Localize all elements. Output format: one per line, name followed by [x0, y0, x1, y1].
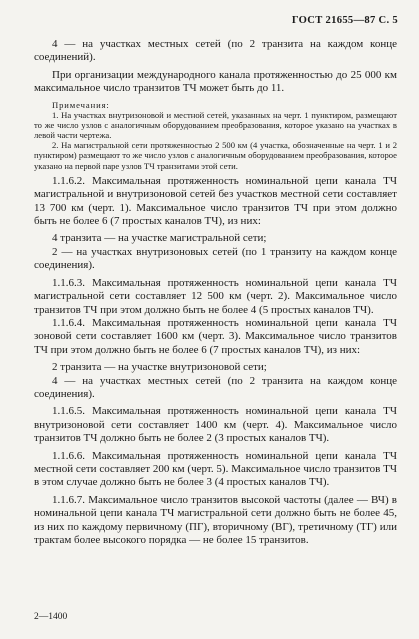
section-paragraph: 1.1.6.3. Максимальная протяженность номинальной цепи канала ТЧ магистральной сети составляет 12 500 км (черт. 2). Максимальное число транзитов ТЧ при этом должно быть не более 4 (5 простых каналов ТЧ). [34, 276, 397, 316]
section-paragraph: 1.1.6.6. Максимальная протяженность номинальной цепи канала ТЧ местной сети составляет 200 км (черт. 5). Максимальное число транзитов ТЧ в этом случае должно быть не более 3 (4 простых каналов ТЧ). [34, 449, 397, 489]
list-item: 4 — на участках местных сетей (по 2 транзита на каждом конце соединения). [34, 374, 397, 400]
page-content [34, 38, 397, 547]
page-footer-mark: 2—1400 [34, 612, 68, 622]
list-item: 4 транзита — на участке магистральной сети; [52, 232, 267, 245]
section-paragraph: 1.1.6.7. Максимальное число транзитов высокой частоты (далее — ВЧ) в номинальной цепи канала ТЧ магистральной сети должно быть не более 45, из них по каждому первичному (ПГ), вторичному (ВГ), третичному (ТГ) или трактам более высокого порядка — не более 15 транзитов. [34, 493, 397, 546]
notes-title: Примечания: [52, 99, 110, 110]
page-header: ГОСТ 21655—87 С. 5 [291, 15, 398, 26]
list-item: 2 — на участках внутризоновых сетей (по 1 транзиту на каждом конце соединения). [34, 245, 397, 272]
section-paragraph: 1.1.6.5. Максимальная протяженность номинальной цепи канала ТЧ внутризоновой сети составляет 1400 км (черт. 4). Максимальное число транзитов ТЧ должно быть не более 2 (3 простых каналов ТЧ). [34, 405, 397, 445]
section-paragraph: 1.1.6.2. Максимальная протяженность номинальной цепи канала ТЧ магистральной и внутризоновой сетей без участков местной сети составляет 13 700 км (черт. 1). Максимальное число транзитов ТЧ при этом должно быть не более 6 (7 простых каналов ТЧ), из них: [34, 174, 397, 228]
note-item: 1. На участках внутризоновой и местной сетей, указанных на черт. 1 пунктиром, размещают то же число узлов с аналогичным оборудованием преобразования, которое указано на участках в левой части чертежа. [34, 109, 397, 141]
section-paragraph: 1.1.6.4. Максимальная протяженность номинальной цепи канала ТЧ зоновой сети составляет 1600 км (черт. 3). Максимальное число транзитов ТЧ при этом должно быть не более 6 (7 простых каналов ТЧ), из них: [34, 316, 397, 356]
list-item: 2 транзита — на участке внутризоновой сети; [52, 361, 267, 374]
paragraph: 4 — на участках местных сетей (по 2 транзита на каждом конце соединений). [34, 38, 397, 64]
note-item: 2. На магистральной сети протяженностью 2 500 км (4 участка, обозначенные на черт. 1 и 2 пунктиром) размещают то же число узлов с аналогичным оборудованием преобразования, которое указано на первой паре узлов ТЧ транзитами этой сети. [34, 140, 397, 171]
paragraph: При организации международного канала протяженностью до 25 000 км максимальное число транзитов ТЧ может быть до 11. [34, 68, 397, 95]
